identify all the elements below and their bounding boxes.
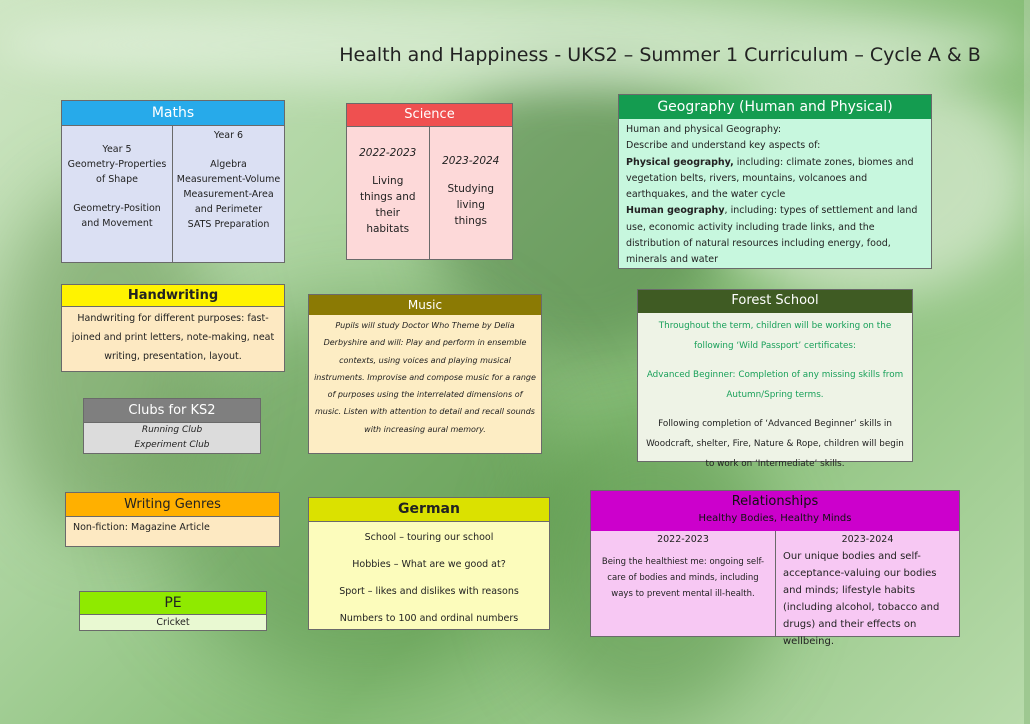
relationships-text: Our unique bodies and self-acceptance-valuing our bodies and minds; lifestyle habits (including alcohol, tobacco and drugs) and their effects on wellbeing. [782,551,940,647]
writing-genres-header: Writing Genres [66,493,279,517]
maths-year5-label: Year 5 [102,144,132,155]
science-header: Science [347,104,512,127]
relationships-header: Relationships [731,494,819,509]
club-item: Experiment Club [134,440,210,450]
maths-panel [61,100,285,263]
maths-year6-topic: Measurement-Area and Perimeter [183,189,274,215]
handwriting-panel [61,284,285,372]
german-panel [308,497,550,630]
forest-school-advanced: Advanced Beginner: Completion of any missing skills from Autumn/Spring terms. [646,369,904,401]
maths-year6-topic: SATS Preparation [187,219,270,230]
maths-year5-topic: Geometry-Position and Movement [73,203,161,229]
maths-year5-column [62,126,173,263]
science-year: 2022-2023 [359,147,417,159]
german-topic: School – touring our school [364,532,494,543]
maths-year6-topic: Measurement-Volume [176,174,281,185]
pe-panel [79,591,267,631]
science-topic: Living things and their habitats [359,175,416,235]
geography-human: Human geography, including: types of settlement and land use, economic activity including trade links, and the distribution of natural resources including energy, food, minerals and water [626,205,918,266]
science-year: 2023-2024 [442,155,500,167]
relationships-col-2023 [776,531,959,647]
science-col-2022 [347,127,430,260]
relationships-year: 2023-2024 [841,534,894,545]
science-topic: Studying living things [447,183,495,227]
forest-school-intro: Throughout the term, children will be working on the following ‘Wild Passport’ certificates: [658,321,892,352]
relationships-year: 2022-2023 [657,534,709,545]
forest-school-followup: Following completion of ‘Advanced Beginner’ skills in Woodcraft, shelter, Fire, Nature & Rope, children will begin to work on ‘Intermediate’ skills. [646,418,904,470]
relationships-subheader: Healthy Bodies, Healthy Minds [698,513,852,524]
handwriting-header: Handwriting [62,285,284,307]
german-topic: Sport – likes and dislikes with reasons [339,586,519,597]
clubs-panel [83,398,261,454]
maths-year5-topic: Geometry-Properties of Shape [67,159,167,185]
club-item: Running Club [141,425,203,435]
relationships-col-2022 [591,531,776,637]
geography-intro: Describe and understand key aspects of: [626,140,821,152]
music-panel [308,294,542,454]
handwriting-text: Handwriting for different purposes: fast-joined and print letters, note-making, neat writing, presentation, layout. [71,313,275,362]
maths-header: Maths [62,101,284,126]
science-panel [346,103,513,260]
writing-genres-text: Non-fiction: Magazine Article [73,522,210,533]
pe-header: PE [80,592,266,615]
page-title: Health and Happiness - UKS2 – Summer 1 Curriculum – Cycle A & B [339,44,981,66]
pe-text: Cricket [156,617,190,628]
maths-year6-label: Year 6 [213,130,244,141]
maths-year6-column [173,126,284,263]
german-topic: Numbers to 100 and ordinal numbers [339,613,519,624]
geography-header: Geography (Human and Physical) [619,95,931,119]
relationships-text: Being the healthiest me: ongoing self-care of bodies and minds, including ways to prevent mental ill-health. [601,557,765,599]
clubs-header: Clubs for KS2 [84,399,260,423]
music-text: Pupils will study Doctor Who Theme by Delia Derbyshire and will: Play and perform in ensemble contexts, using voices and playing musical instruments. Improvise and compose music for a range of purposes using the interrelated dimensions of music. Listen with attention to detail and recall sounds with increasing aural memory. [314,321,536,434]
music-header: Music [309,295,541,315]
german-header: German [309,498,549,522]
forest-school-header: Forest School [638,290,912,313]
forest-school-panel [637,289,913,470]
geography-panel [618,94,932,269]
geography-intro: Human and physical Geography: [626,124,782,135]
german-topic: Hobbies – What are we good at? [352,559,506,570]
science-col-2023 [430,127,513,260]
writing-genres-panel [65,492,280,547]
geography-physical: Physical geography, including: climate zones, biomes and vegetation belts, rivers, mountains, volcanoes and earthquakes, and the water cycle [626,156,914,201]
maths-year6-topic: Algebra [210,159,247,170]
relationships-panel [590,490,960,647]
